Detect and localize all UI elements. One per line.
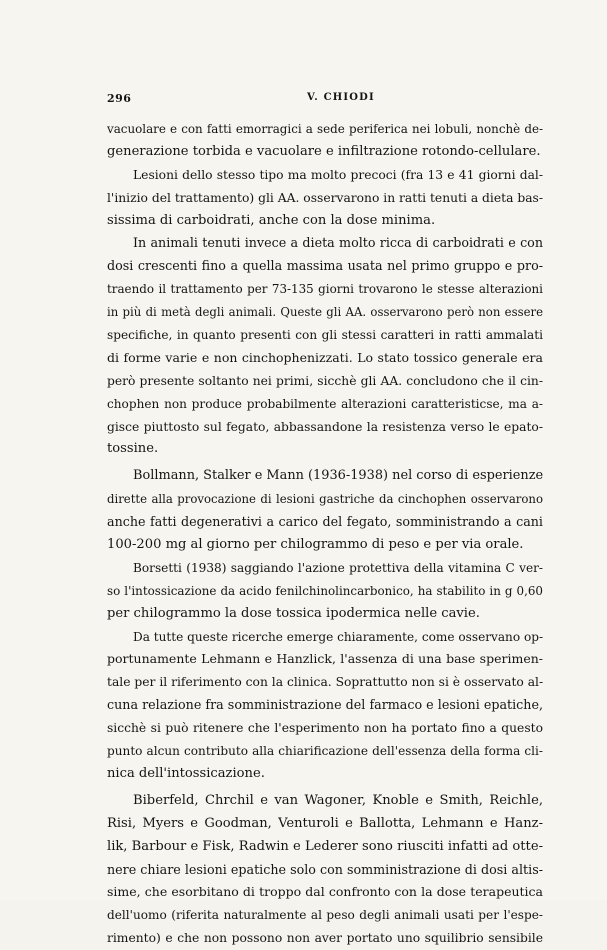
text-line: Da tutte queste ricerche emerge chiaramente, come osservano op- [133, 629, 544, 644]
text-line: portunamente Lehmann e Hanzlick, l'assenza di una base sperimen- [107, 651, 543, 667]
text-line: dosi crescenti fino a quella massima usata nel primo gruppo e pro- [107, 258, 543, 274]
text-line: so l'intossicazione da acido fenilchinolincarbonico, ha stabilito in g 0,60 [107, 583, 543, 598]
paragraph [107, 164, 543, 233]
text-line: cuna relazione fra somministrazione del farmaco e lesioni epatiche, [107, 697, 543, 713]
text-line: punto alcun contributo alla chiarificazione dell'essenza della forma cli- [107, 744, 543, 759]
page-header [107, 92, 543, 106]
text-line: Risi, Myers e Goodman, Venturoli e Ballotta, Lehmann e Hanz- [107, 815, 543, 831]
paragraph [107, 232, 543, 461]
text-line: gisce piuttosto sul fegato, abbassandone la resistenza verso le epato- [107, 419, 543, 434]
text-line: nica dell'intossicazione. [107, 765, 265, 781]
running-head: V. CHIODI [307, 92, 375, 103]
text-line: chophen non produce probabilmente alterazioni caratteristicse, ma a- [107, 396, 543, 411]
text-line: vacuolare e con fatti emorragici a sede periferica nei lobuli, nonchè de- [107, 122, 543, 136]
paragraph [107, 118, 543, 164]
text-line: In animali tenuti invece a dieta molto ricca di carboidrati e con [133, 235, 543, 251]
text-line: dell'uomo (riferita naturalmente al peso degli animali usati per l'espe- [107, 908, 543, 923]
paragraph [107, 790, 543, 950]
text-line: Borsetti (1938) saggiando l'azione protettiva della vitamina C ver- [133, 560, 543, 575]
text-line: tossine. [107, 441, 159, 457]
text-line: in più di metà degli animali. Queste gli AA. osservarono però non essere [107, 305, 543, 320]
text-line: sicchè si può ritenere che l'esperimento non ha portato fino a questo [107, 721, 543, 736]
text-line: specifiche, in quanto presenti con gli stessi caratteri in ratti ammalati [107, 328, 543, 343]
text-line: tale per il riferimento con la clinica. Soprattutto non si è osservato al- [107, 675, 544, 690]
text-line: dirette alla provocazione di lesioni gastriche da cinchophen osservarono [107, 492, 543, 507]
text-line: l'inizio del trattamento) gli AA. osservarono in ratti tenuti a dieta bas- [107, 190, 543, 205]
page-number: 296 [107, 92, 132, 105]
text-line: di forme varie e non cinchophenizzati. Lo stato tossico generale era [107, 349, 543, 365]
text-line: anche fatti degenerativi a carico del fegato, somministrando a cani [107, 514, 543, 530]
paragraph [107, 557, 543, 626]
text-line: traendo il trattamento per 73-135 giorni trovarono le stesse alterazioni [107, 282, 543, 297]
text-line: generazione torbida e vacuolare e infiltrazione rotondo-cellulare. [107, 143, 541, 159]
text-line: Lesioni dello stesso tipo ma molto precoci (fra 13 e 41 giorni dal- [133, 167, 543, 182]
body-text [107, 118, 543, 950]
text-line: Biberfeld, Chrchil e van Wagoner, Knoble e Smith, Reichle, [133, 792, 543, 808]
text-line: sissima di carboidrati, anche con la dose minima. [107, 212, 436, 228]
text-line: Bollmann, Stalker e Mann (1936-1938) nel corso di esperienze [133, 468, 544, 484]
text-line: 100-200 mg al giorno per chilogrammo di peso e per via orale. [107, 537, 524, 553]
text-line: sime, che esorbitano di troppo dal confronto con la dose terapeutica [107, 884, 543, 900]
text-line: nere chiare lesioni epatiche solo con somministrazione di dosi altis- [107, 861, 543, 877]
paragraph [107, 626, 543, 786]
text-line: rimento) e che non possono non aver portato uno squilibrio sensibile [107, 931, 543, 946]
text-line: però presente soltanto nei primi, sicchè gli AA. concludono che il cin- [107, 373, 543, 388]
text-line: per chilogrammo la dose tossica ipodermica nelle cavie. [107, 605, 480, 621]
text-line: lik, Barbour e Fisk, Radwin e Lederer sono riusciti infatti ad otte- [107, 838, 543, 854]
paragraph [107, 465, 543, 557]
